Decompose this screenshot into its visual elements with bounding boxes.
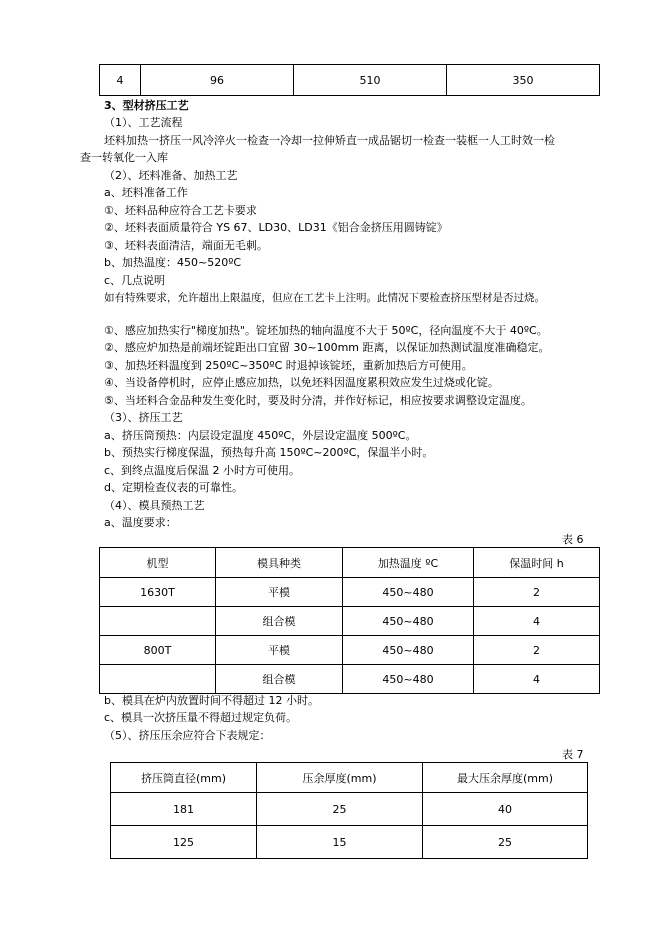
table-cell: 25 — [423, 826, 588, 859]
text-line: ①、感应加热实行"梯度加热"。锭坯加热的轴向温度不大于 50ºC，径向温度不大于 40ºC。 — [104, 324, 548, 337]
table-7 — [110, 762, 588, 859]
text-line: ②、坯料表面质量符合 YS 67、LD30、LD31《铝合金挤压用圆铸锭》 — [104, 221, 448, 234]
text-line: a、温度要求： — [104, 516, 177, 529]
table-cell: 2 — [474, 578, 600, 607]
table-cell: 平模 — [216, 578, 343, 607]
table-cell: 15 — [257, 826, 423, 859]
table-cell: 450~480 — [343, 607, 474, 636]
top-table — [99, 64, 600, 96]
table-cell: 450~480 — [343, 636, 474, 665]
table-cell — [100, 607, 216, 636]
text-line: b、加热温度：450~520ºC — [104, 256, 242, 269]
table-cell: 平模 — [216, 636, 343, 665]
table-cell: 4 — [100, 65, 141, 96]
text-line: （1）、工艺流程 — [104, 116, 183, 129]
section-heading: 3、型材挤压工艺 — [104, 99, 189, 112]
text-line: ②、感应炉加热是前端坯锭距出口宜留 30~100mm 距离，以保证加热测试温度准确稳定。 — [104, 341, 550, 354]
header-cell: 机型 — [100, 548, 216, 578]
table-cell: 4 — [474, 607, 600, 636]
table-cell: 96 — [141, 65, 294, 96]
table-caption: 表 7 — [562, 748, 584, 761]
table-cell — [100, 665, 216, 694]
table-header-row — [111, 763, 588, 793]
header-cell: 压余厚度(mm) — [257, 763, 423, 793]
table-cell: 25 — [257, 793, 423, 826]
header-cell: 保温时间 h — [474, 548, 600, 578]
header-cell: 挤压筒直径(mm) — [111, 763, 257, 793]
header-cell: 模具种类 — [216, 548, 343, 578]
text-line: （4）、模具预热工艺 — [104, 499, 205, 512]
text-line: c、到终点温度后保温 2 小时方可使用。 — [104, 464, 301, 477]
table-row — [111, 826, 588, 859]
table-cell: 510 — [294, 65, 447, 96]
table-cell: 组合模 — [216, 665, 343, 694]
table-caption: 表 6 — [562, 533, 584, 546]
text-line: b、预热实行梯度保温，预热每升高 150ºC~200ºC，保温半小时。 — [104, 446, 434, 459]
text-line: b、模具在炉内放置时间不得超过 12 小时。 — [104, 694, 319, 707]
text-line: c、几点说明 — [104, 274, 166, 287]
table-row — [100, 636, 600, 665]
text-line: （2）、坯料准备、加热工艺 — [104, 169, 238, 182]
text-line: （5）、挤压压余应符合下表规定： — [104, 729, 271, 742]
text-line: ⑤、当坯料合金品种发生变化时，要及时分清，并作好标记，相应按要求调整设定温度。 — [104, 394, 532, 407]
text-line: c、模具一次挤压量不得超过规定负荷。 — [104, 711, 298, 724]
table-cell: 350 — [447, 65, 600, 96]
text-line: a、挤压筒预热：内层设定温度 450ºC，外层设定温度 500ºC。 — [104, 429, 417, 442]
table-cell: 450~480 — [343, 578, 474, 607]
table-row — [111, 793, 588, 826]
text-line: d、定期检查仪表的可靠性。 — [104, 481, 243, 494]
table-row — [100, 578, 600, 607]
table-cell: 1630T — [100, 578, 216, 607]
text-line: 坯料加热一挤压一风冷淬火一检查一冷却一拉伸矫直一成品锯切一检查一装框一人工时效一检 — [104, 134, 555, 147]
text-line: ③、坯料表面清洁，端面无毛刺。 — [104, 239, 268, 252]
table-row — [100, 665, 600, 694]
table-cell: 125 — [111, 826, 257, 859]
table-cell: 组合模 — [216, 607, 343, 636]
header-cell: 最大压余厚度(mm) — [423, 763, 588, 793]
table-cell: 40 — [423, 793, 588, 826]
table-cell: 800T — [100, 636, 216, 665]
text-line: ③、加热坯料温度到 250ºC~350ºC 时退掉该锭坯，重新加热后方可使用。 — [104, 359, 473, 372]
text-line: 查一转氧化一入库 — [80, 151, 168, 164]
header-cell: 加热温度 ºC — [343, 548, 474, 578]
table-row — [100, 65, 600, 96]
table-cell: 450~480 — [343, 665, 474, 694]
table-6 — [99, 547, 600, 694]
text-line: 如有特殊要求，允许超出上限温度，但应在工艺卡上注明。此情况下要检查挤压型材是否过烧。 — [104, 292, 545, 304]
text-line: ①、坯料品种应符合工艺卡要求 — [104, 204, 257, 217]
table-cell: 4 — [474, 665, 600, 694]
text-line: a、坯料准备工作 — [104, 186, 188, 199]
table-cell: 181 — [111, 793, 257, 826]
table-cell: 2 — [474, 636, 600, 665]
text-line: ④、当设备停机时，应停止感应加热，以免坯料因温度累积效应发生过烧或化锭。 — [104, 376, 499, 389]
table-header-row — [100, 548, 600, 578]
table-row — [100, 607, 600, 636]
text-line: （3）、挤压工艺 — [104, 411, 183, 424]
